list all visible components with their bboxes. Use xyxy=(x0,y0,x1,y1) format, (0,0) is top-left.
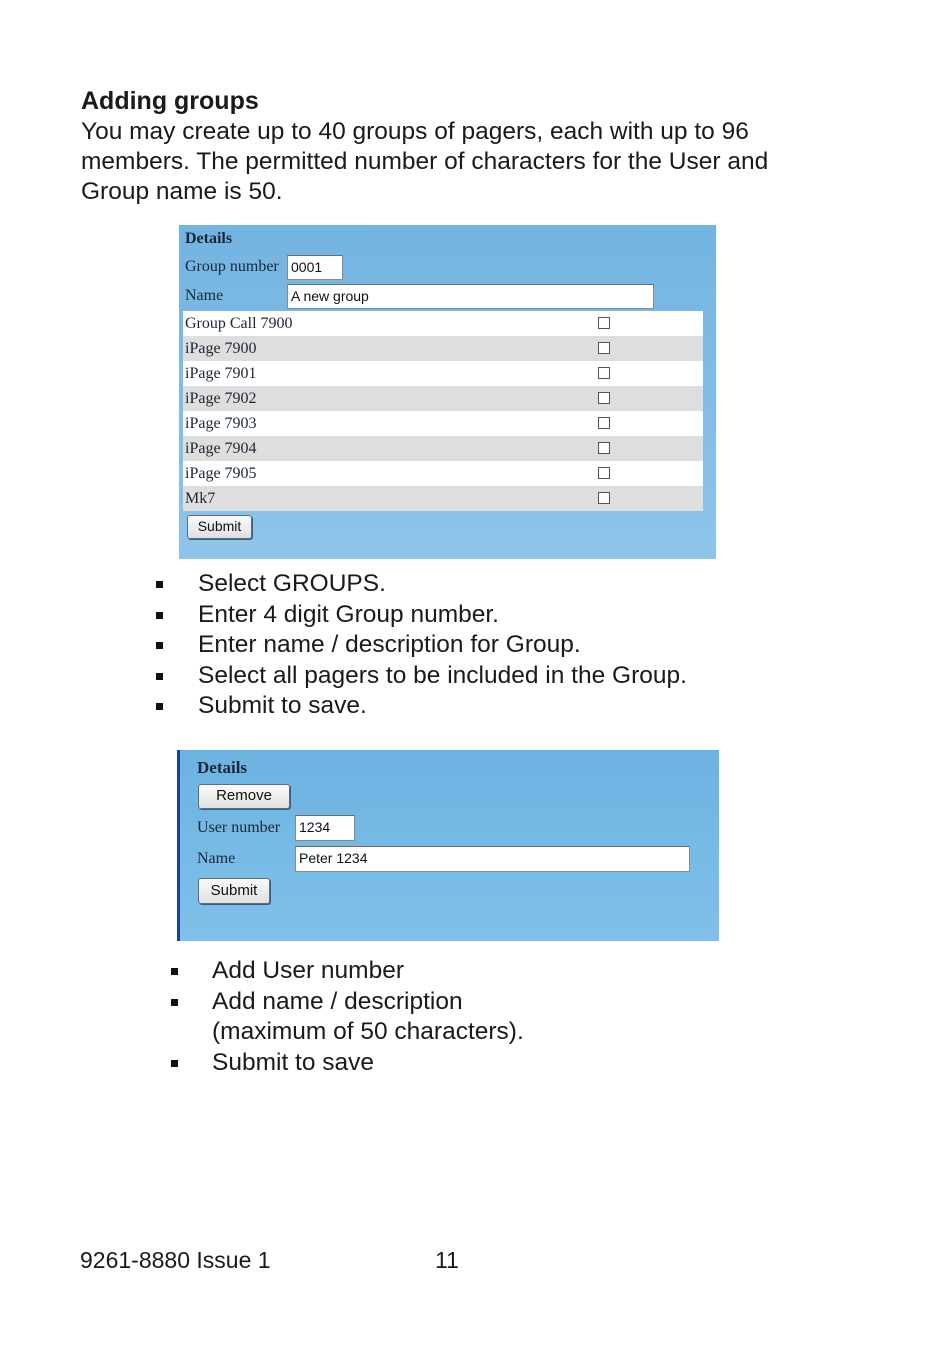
bullet-square-icon xyxy=(156,673,163,680)
member-row xyxy=(183,411,703,436)
document-code: 9261-8880 Issue 1 xyxy=(80,1247,271,1273)
user-step-continuation: (maximum of 50 characters). xyxy=(212,1018,524,1045)
bullet-square-icon xyxy=(156,612,163,619)
member-checkbox[interactable] xyxy=(598,317,610,329)
member-row xyxy=(183,361,703,386)
member-row xyxy=(183,486,703,511)
group-step-text: Select GROUPS. xyxy=(198,570,386,597)
group-step-text: Select all pagers to be included in the Group. xyxy=(198,661,687,689)
intro-paragraph: You may create up to 40 groups of pagers, each with up to 96 members. The permitted number of characters for the User and Group name is 50. xyxy=(81,118,769,205)
group-step-text: Enter name / description for Group. xyxy=(198,631,581,658)
user-step-item xyxy=(171,956,821,987)
member-row xyxy=(183,436,703,461)
group-name-input[interactable]: A new group xyxy=(287,284,654,309)
group-step-item xyxy=(156,630,856,661)
member-checkbox[interactable] xyxy=(598,442,610,454)
group-number-input[interactable]: 0001 xyxy=(287,255,343,280)
member-checkbox[interactable] xyxy=(598,342,610,354)
member-label: iPage 7901 xyxy=(185,365,257,382)
user-name-input[interactable]: Peter 1234 xyxy=(295,846,690,872)
group-step-text: Enter 4 digit Group number. xyxy=(198,600,499,628)
group-step-item xyxy=(156,600,856,631)
group-form-screenshot xyxy=(179,225,716,559)
user-number-label: User number xyxy=(197,819,281,836)
remove-button[interactable]: Remove xyxy=(198,784,290,809)
member-label: iPage 7900 xyxy=(185,340,257,357)
bullet-square-icon xyxy=(156,642,163,649)
user-name-label: Name xyxy=(197,850,236,867)
member-label: iPage 7902 xyxy=(185,390,257,407)
page-number: 11 xyxy=(435,1247,459,1273)
group-step-item xyxy=(156,691,856,722)
group-details-title: Details xyxy=(185,230,233,247)
group-step-item xyxy=(156,569,856,600)
bullet-square-icon xyxy=(156,581,163,588)
member-row xyxy=(183,311,703,336)
user-number-input[interactable]: 1234 xyxy=(295,815,355,841)
member-list xyxy=(183,311,703,511)
member-label: Group Call 7900 xyxy=(185,315,293,332)
member-label: iPage 7903 xyxy=(185,415,257,432)
group-submit-button[interactable]: Submit xyxy=(187,515,252,539)
group-step-text: Submit to save. xyxy=(198,692,367,719)
member-checkbox[interactable] xyxy=(598,417,610,429)
member-row xyxy=(183,386,703,411)
user-step-text: Add User number xyxy=(212,957,405,984)
member-checkbox[interactable] xyxy=(598,492,610,504)
bullet-square-icon xyxy=(171,999,178,1006)
group-step-item xyxy=(156,661,856,692)
user-form-screenshot xyxy=(177,750,719,941)
user-details-title: Details xyxy=(197,758,248,777)
group-name-label: Name xyxy=(185,287,224,304)
user-step-text: Add name / description xyxy=(212,987,463,1015)
user-step-item xyxy=(171,1048,821,1079)
group-steps-list xyxy=(156,569,856,722)
bullet-square-icon xyxy=(156,703,163,710)
member-row xyxy=(183,461,703,486)
section-heading: Adding groups xyxy=(81,87,259,115)
bullet-square-icon xyxy=(171,968,178,975)
user-step-text: Submit to save xyxy=(212,1048,375,1076)
member-row xyxy=(183,336,703,361)
user-step-item xyxy=(171,987,821,1048)
member-checkbox[interactable] xyxy=(598,467,610,479)
member-checkbox[interactable] xyxy=(598,367,610,379)
member-label: Mk7 xyxy=(185,490,216,507)
bullet-square-icon xyxy=(171,1060,178,1067)
user-submit-button[interactable]: Submit xyxy=(198,878,270,904)
user-steps-list xyxy=(171,956,821,1078)
member-checkbox[interactable] xyxy=(598,392,610,404)
member-label: iPage 7905 xyxy=(185,465,257,482)
member-label: iPage 7904 xyxy=(185,440,257,457)
group-number-label: Group number xyxy=(185,258,279,275)
